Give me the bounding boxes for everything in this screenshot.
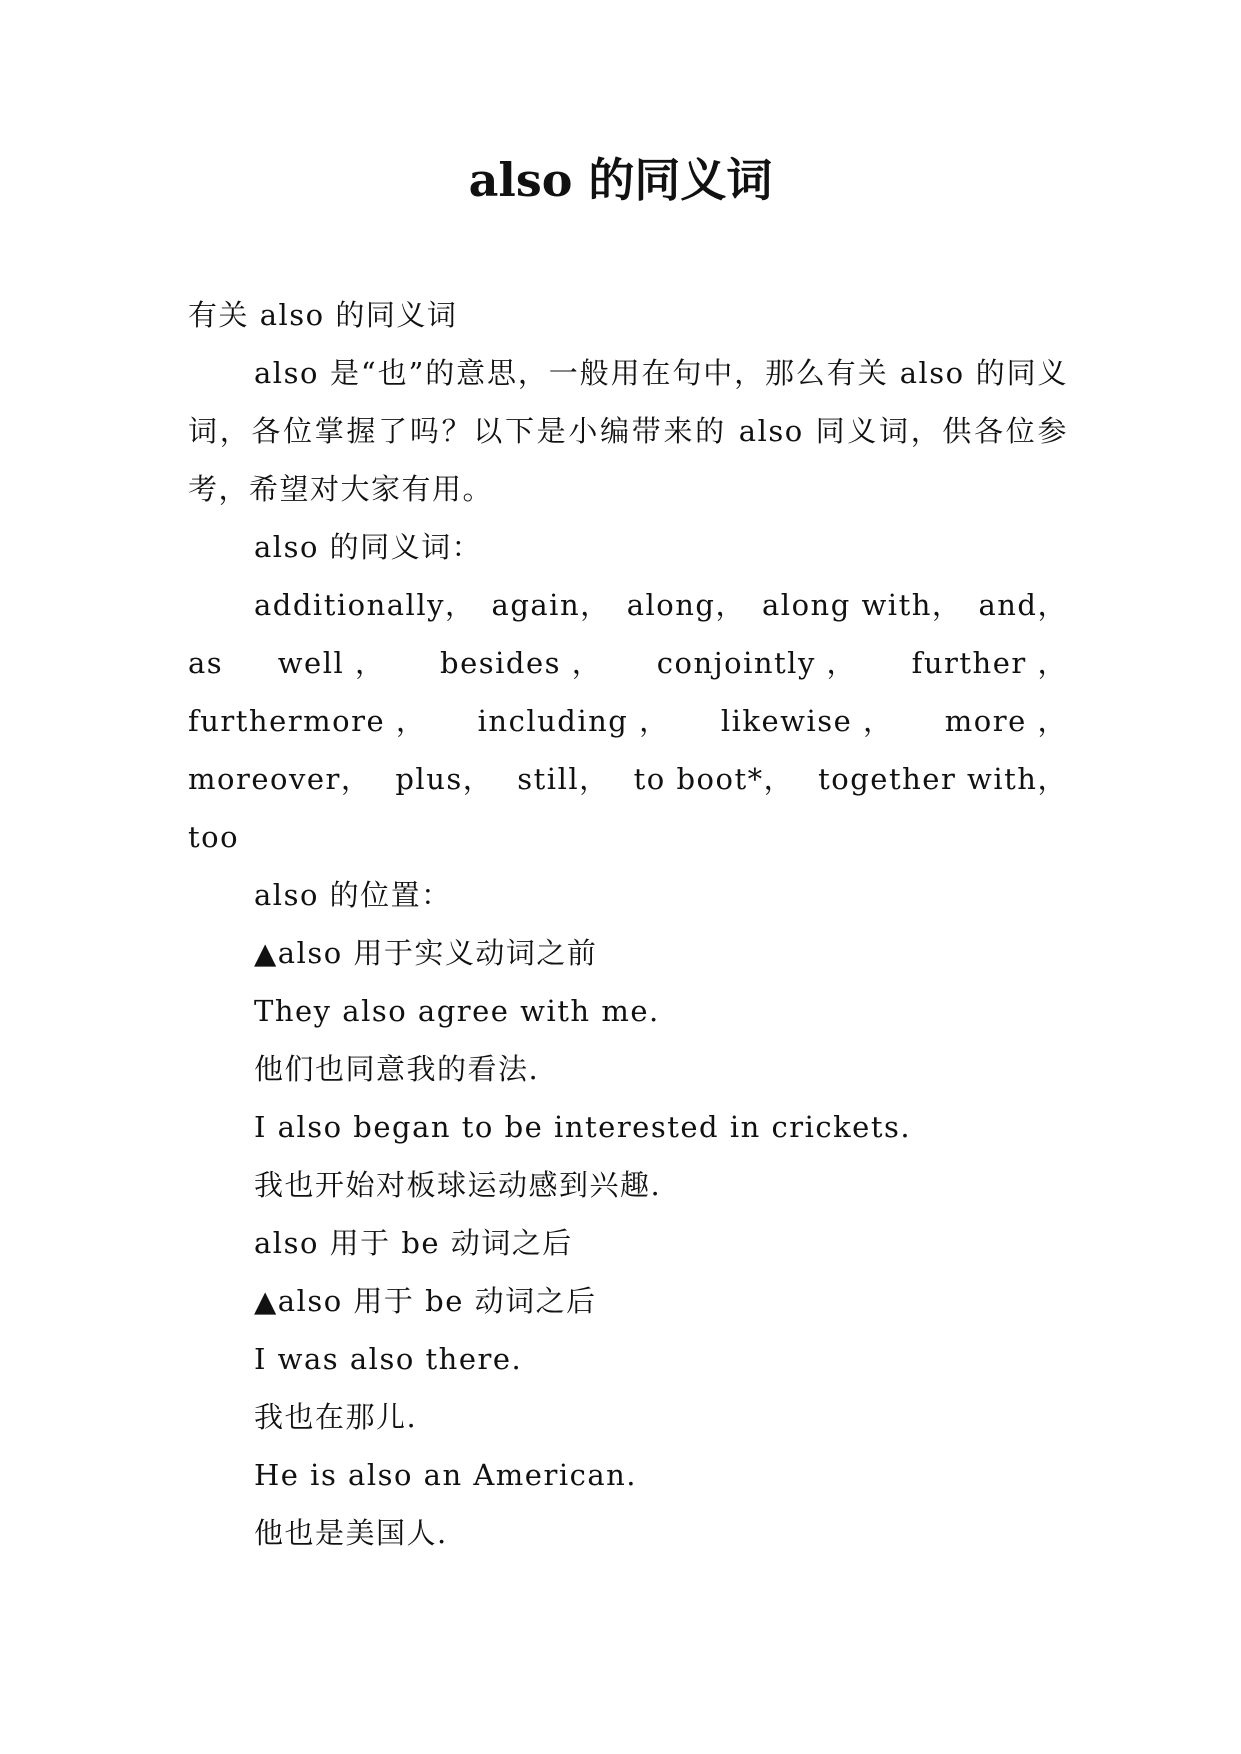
- synonym-line: [188, 808, 1068, 866]
- example-chinese: 他们也同意我的看法.: [254, 1052, 540, 1086]
- intro-heading: 有关 also 的同义词: [188, 298, 458, 332]
- synonym-word: too: [188, 820, 240, 854]
- synonym-line: [188, 750, 1068, 808]
- synonym-line: [188, 576, 1068, 634]
- example-english: He is also an American.: [254, 1458, 638, 1492]
- example-chinese: 我也在那儿.: [254, 1400, 418, 1434]
- example-chinese: 他也是美国人.: [254, 1516, 448, 1550]
- document-body: [188, 286, 1068, 1562]
- synonym-word: well ，: [277, 646, 386, 680]
- synonym-word: along，: [626, 588, 746, 622]
- example-english: I also began to be interested in crickets.: [254, 1110, 912, 1144]
- section-heading: ▲also 用于实义动词之前: [254, 936, 598, 970]
- synonym-word: moreover，: [188, 762, 372, 796]
- section-heading: ▲also 用于 be 动词之后: [254, 1284, 597, 1318]
- synonym-word: plus，: [395, 762, 494, 796]
- synonym-word: to boot*，: [633, 762, 795, 796]
- synonym-word: together with，: [818, 762, 1068, 796]
- synonym-word: and，: [978, 588, 1068, 622]
- synonym-word: besides ，: [440, 646, 603, 680]
- synonym-word: along with，: [762, 588, 963, 622]
- synonym-word: additionally，: [254, 588, 476, 622]
- synonym-word: likewise ，: [720, 704, 894, 738]
- page-title: also 的同义词: [468, 153, 773, 207]
- example-english: I was also there.: [254, 1342, 523, 1376]
- synonym-word: as: [188, 646, 224, 680]
- synonyms-heading: also 的同义词：: [254, 530, 483, 564]
- synonym-word: again，: [491, 588, 611, 622]
- synonym-line: [188, 634, 1068, 692]
- synonym-line: [188, 692, 1068, 750]
- intro-paragraph: also 是“也”的意思，一般用在句中，那么有关 also 的同义词，各位掌握了吗？以下是小编带来的 also 同义词，供各位参考，希望对大家有用。: [188, 356, 1068, 506]
- synonym-word: including ，: [477, 704, 670, 738]
- synonym-word: furthermore ，: [188, 704, 427, 738]
- synonym-word: conjointly ，: [656, 646, 858, 680]
- synonym-word: further ，: [911, 646, 1068, 680]
- position-heading: also 的位置：: [254, 878, 452, 912]
- example-chinese: 我也开始对板球运动感到兴趣.: [254, 1168, 662, 1202]
- section-note: also 用于 be 动词之后: [254, 1226, 573, 1260]
- synonym-word: still，: [517, 762, 610, 796]
- example-english: They also agree with me.: [254, 994, 660, 1028]
- synonym-word: more ，: [944, 704, 1068, 738]
